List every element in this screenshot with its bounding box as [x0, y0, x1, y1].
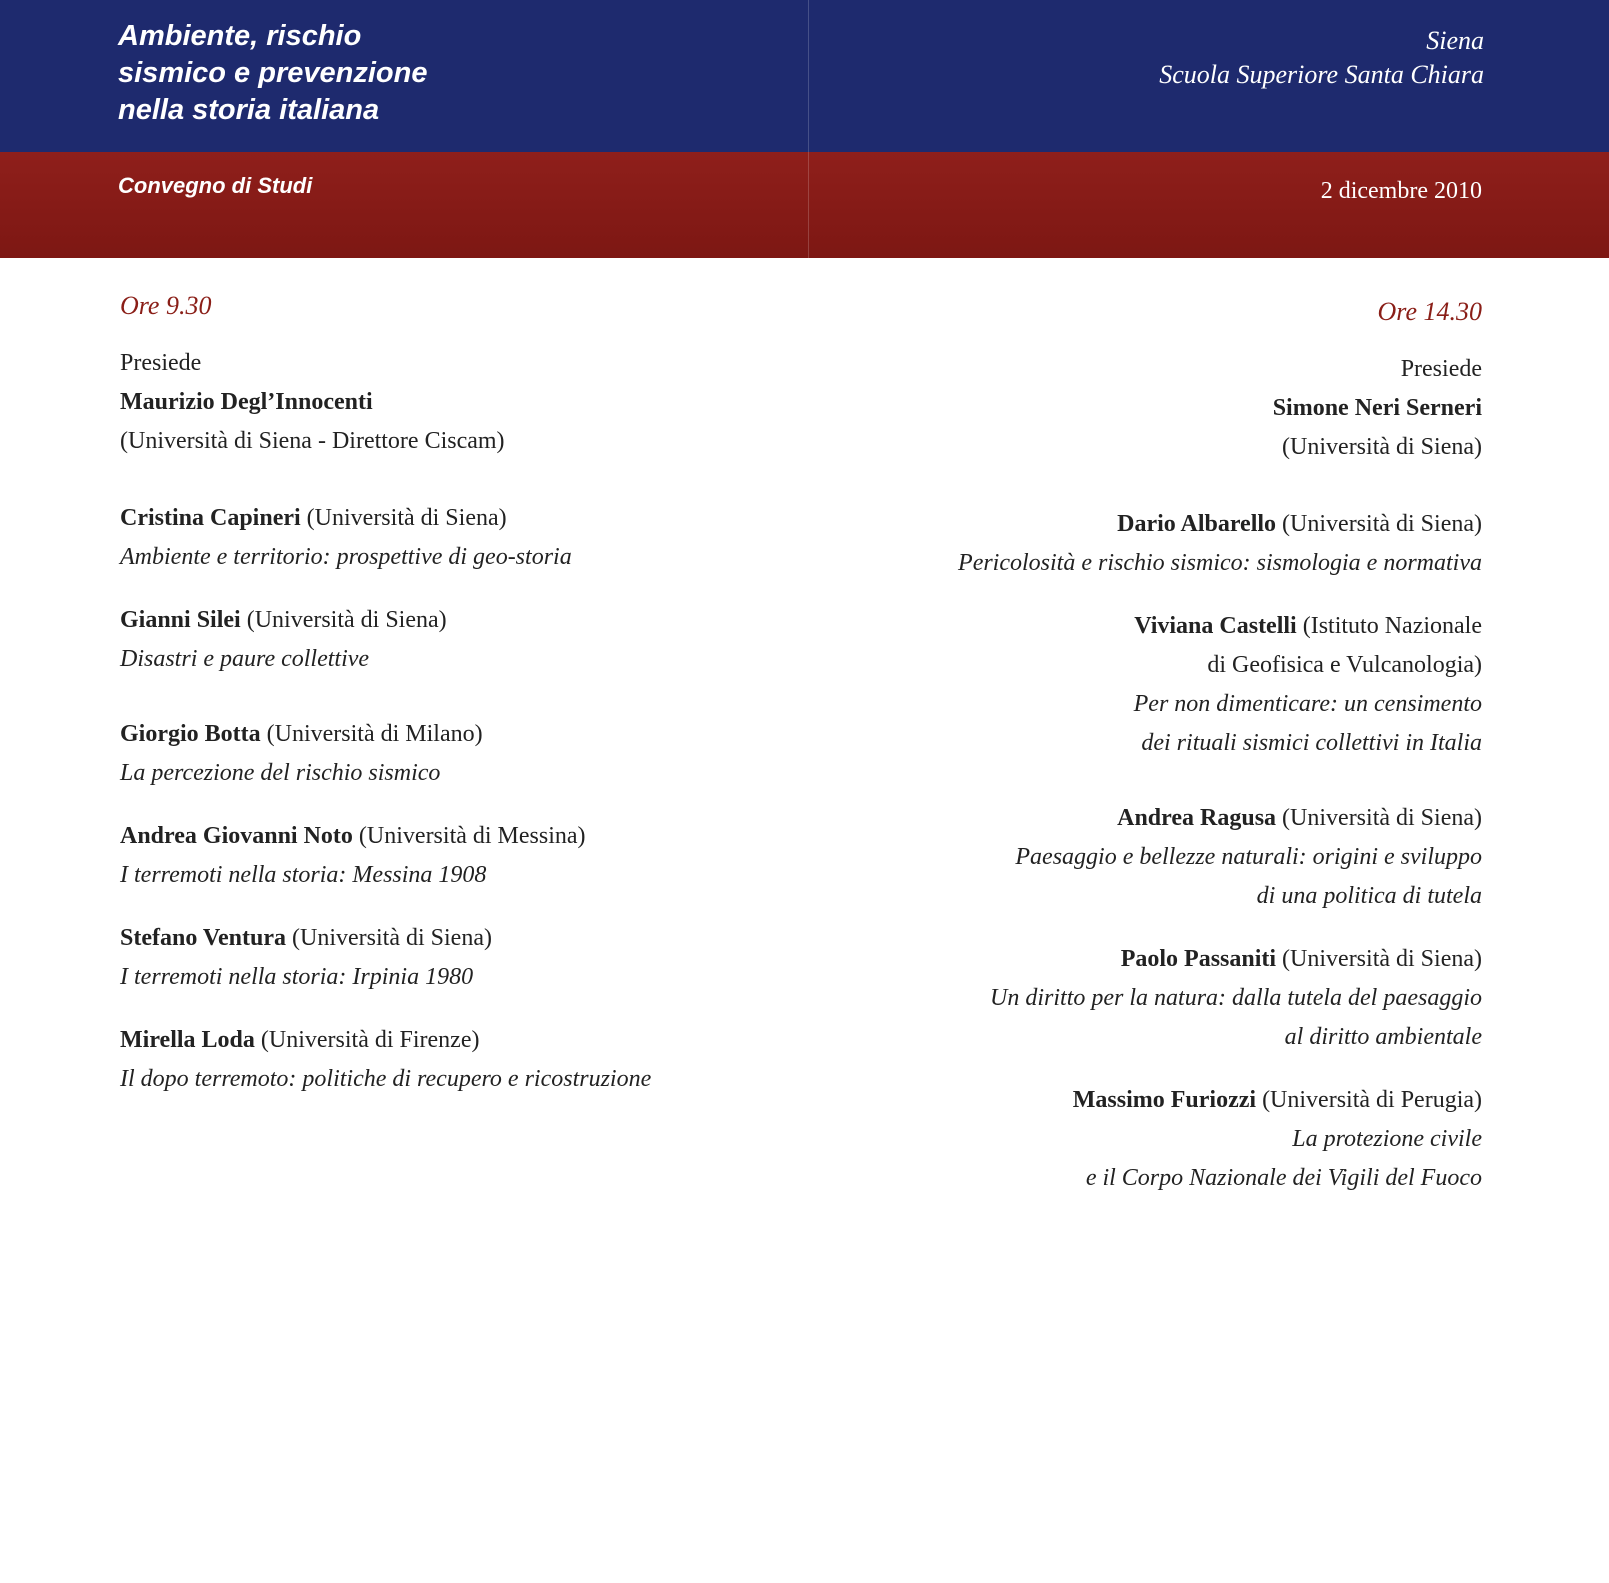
speaker-affiliation: (Università di Siena)	[1282, 511, 1482, 537]
speaker-affiliation: (Università di Firenze)	[260, 1027, 480, 1053]
chair-name: Maurizio Degl’Innocenti	[120, 389, 373, 415]
speaker-name: Gianni Silei	[120, 607, 241, 633]
conference-date: 2 dicembre 2010	[1320, 178, 1482, 204]
talk-title: al diritto ambientale	[1284, 1024, 1482, 1050]
talk-title: Il dopo terremoto: politiche di recupero e ricostruzione	[120, 1066, 652, 1092]
chair-affiliation: (Università di Siena - Direttore Ciscam)	[120, 428, 505, 454]
talk-title: e il Corpo Nazionale dei Vigili del Fuoco	[1085, 1165, 1482, 1191]
speaker-affiliation: (Università di Milano)	[266, 721, 483, 747]
session-time: Ore 14.30	[1377, 297, 1482, 326]
afternoon-session	[782, 294, 1482, 1198]
talk-item	[120, 1021, 760, 1099]
talk-item	[782, 607, 1482, 763]
chair-affiliation: (Università di Siena)	[1282, 434, 1482, 460]
session-chair	[120, 344, 760, 461]
talk-title: Disastri e paure collettive	[120, 646, 370, 672]
speaker-name: Cristina Capineri	[120, 505, 301, 531]
speaker-affiliation: (Università di Siena)	[292, 925, 492, 951]
speaker-name: Giorgio Botta	[120, 721, 261, 747]
morning-session	[120, 288, 760, 1099]
speaker-affiliation: (Università di Siena)	[246, 607, 447, 633]
session-time: Ore 9.30	[120, 291, 212, 320]
speaker-name: Andrea Giovanni Noto	[120, 823, 353, 849]
talk-title: Pericolosità e rischio sismico: sismologia e normativa	[958, 550, 1482, 576]
talk-title: Ambiente e territorio: prospettive di geo-storia	[120, 544, 572, 570]
venue-city: Siena	[1426, 26, 1484, 55]
title-line: nella storia italiana	[118, 94, 380, 126]
talk-item	[120, 499, 760, 577]
talk-title: Paesaggio e bellezze naturali: origini e sviluppo	[1015, 844, 1482, 870]
speaker-name: Viviana Castelli	[1134, 613, 1297, 639]
speaker-name: Stefano Ventura	[120, 925, 287, 951]
chair-label: Presiede	[120, 350, 202, 376]
session-chair	[782, 350, 1482, 467]
chair-label: Presiede	[1400, 356, 1482, 382]
speaker-affiliation: (Istituto Nazionale	[1302, 613, 1482, 639]
talk-title: dei rituali sismici collettivi in Italia	[1141, 730, 1482, 756]
speaker-name: Mirella Loda	[120, 1027, 255, 1053]
talk-title: La percezione del rischio sismico	[120, 760, 441, 786]
talk-title: Per non dimenticare: un censimento	[1133, 691, 1482, 717]
talk-title: Un diritto per la natura: dalla tutela del paesaggio	[990, 985, 1482, 1011]
venue	[1159, 24, 1484, 92]
speaker-name: Dario Albarello	[1117, 511, 1277, 537]
talk-item	[782, 940, 1482, 1057]
talk-item	[120, 601, 760, 679]
speaker-affiliation: (Università di Siena)	[1282, 946, 1482, 972]
talk-item	[120, 919, 760, 997]
talk-title: di una politica di tutela	[1256, 883, 1482, 909]
speaker-name: Massimo Furiozzi	[1072, 1087, 1257, 1113]
talk-item	[782, 1081, 1482, 1198]
fold-line	[808, 0, 809, 258]
speaker-affiliation: (Università di Perugia)	[1262, 1087, 1482, 1113]
speaker-affiliation: (Università di Siena)	[306, 505, 507, 531]
speaker-affiliation-continued: di Geofisica e Vulcanologia)	[1207, 652, 1482, 678]
talk-title: I terremoti nella storia: Irpinia 1980	[120, 964, 474, 990]
speaker-name: Andrea Ragusa	[1117, 805, 1277, 831]
conference-subtitle: Convegno di Studi	[118, 173, 313, 198]
talk-item	[782, 505, 1482, 583]
talk-item	[120, 817, 760, 895]
talk-item	[782, 799, 1482, 916]
chair-name: Simone Neri Serneri	[1272, 395, 1482, 421]
title-line: sismico e prevenzione	[118, 57, 428, 89]
talk-title: La protezione civile	[1292, 1126, 1482, 1152]
title-line: Ambiente, rischio	[118, 20, 362, 52]
speaker-affiliation: (Università di Messina)	[358, 823, 586, 849]
conference-title	[118, 18, 678, 129]
venue-institution: Scuola Superiore Santa Chiara	[1159, 60, 1484, 89]
speaker-name: Paolo Passaniti	[1120, 946, 1277, 972]
talk-title: I terremoti nella storia: Messina 1908	[120, 862, 487, 888]
talk-item	[120, 715, 760, 793]
speaker-affiliation: (Università di Siena)	[1282, 805, 1482, 831]
